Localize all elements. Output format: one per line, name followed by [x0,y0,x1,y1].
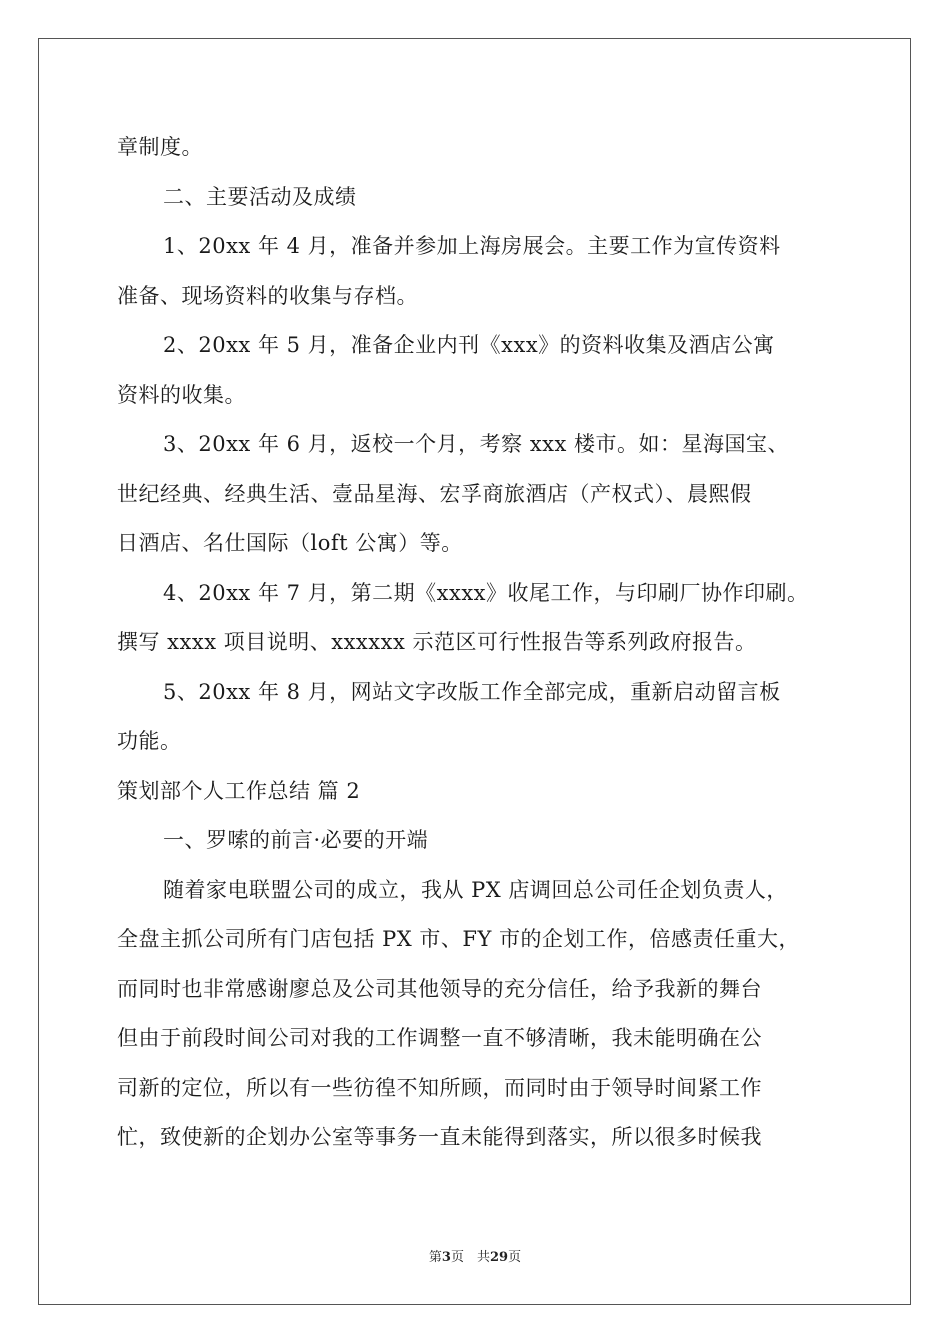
section-heading: 一、罗嗦的前言·必要的开端 [163,828,429,852]
text-line: 资料的收集。 [117,382,246,407]
text-line: 日酒店、名仕国际（loft 公寓）等。 [117,531,463,555]
footer-suffix: 页 [508,1250,522,1265]
text-line: 章制度。 [117,135,203,159]
text-line: 3、20xx 年 6 月，返校一个月，考察 xxx 楼市。如：星海国宝、 [163,432,790,456]
footer-middle: 页 共 [450,1250,490,1265]
section-heading: 二、主要活动及成绩 [163,184,357,209]
text-line: 功能。 [117,729,182,753]
text-line: 而同时也非常感谢廖总及公司其他领导的充分信任，给予我新的舞台 [117,976,762,1001]
article-title: 策划部个人工作总结 篇 2 [117,778,361,803]
current-page-number: 3 [441,1250,451,1265]
text-line: 随着家电联盟公司的成立，我从 PX 店调回总公司任企划负责人， [163,877,788,902]
total-pages-number: 29 [489,1250,509,1265]
text-line: 但由于前段时间公司对我的工作调整一直不够清晰，我未能明确在公 [117,1026,762,1050]
text-line: 世纪经典、经典生活、壹品星海、宏孚商旅酒店（产权式）、晨熙假 [117,481,752,506]
text-line: 2、20xx 年 5 月，准备企业内刊《xxx》的资料收集及酒店公寓 [163,333,775,357]
footer-prefix: 第 [428,1250,442,1265]
text-line: 准备、现场资料的收集与存档。 [117,283,418,308]
text-line: 4、20xx 年 7 月，第二期《xxxx》收尾工作，与印刷厂协作印刷。 [163,580,809,605]
text-line: 全盘主抓公司所有门店包括 PX 市、FY 市的企划工作，倍感责任重大， [117,927,801,951]
text-line: 撰写 xxxx 项目说明、xxxxxx 示范区可行性报告等系列政府报告。 [117,630,757,654]
document-body [117,123,847,1163]
page-footer [0,1246,950,1265]
text-line: 司新的定位，所以有一些彷徨不知所顾，而同时由于领导时间紧工作 [117,1075,762,1100]
text-line: 5、20xx 年 8 月，网站文字改版工作全部完成，重新启动留言板 [163,679,781,704]
text-line: 忙，致使新的企划办公室等事务一直未能得到落实，所以很多时候我 [117,1125,762,1149]
text-line: 1、20xx 年 4 月，准备并参加上海房展会。主要工作为宣传资料 [163,234,781,258]
